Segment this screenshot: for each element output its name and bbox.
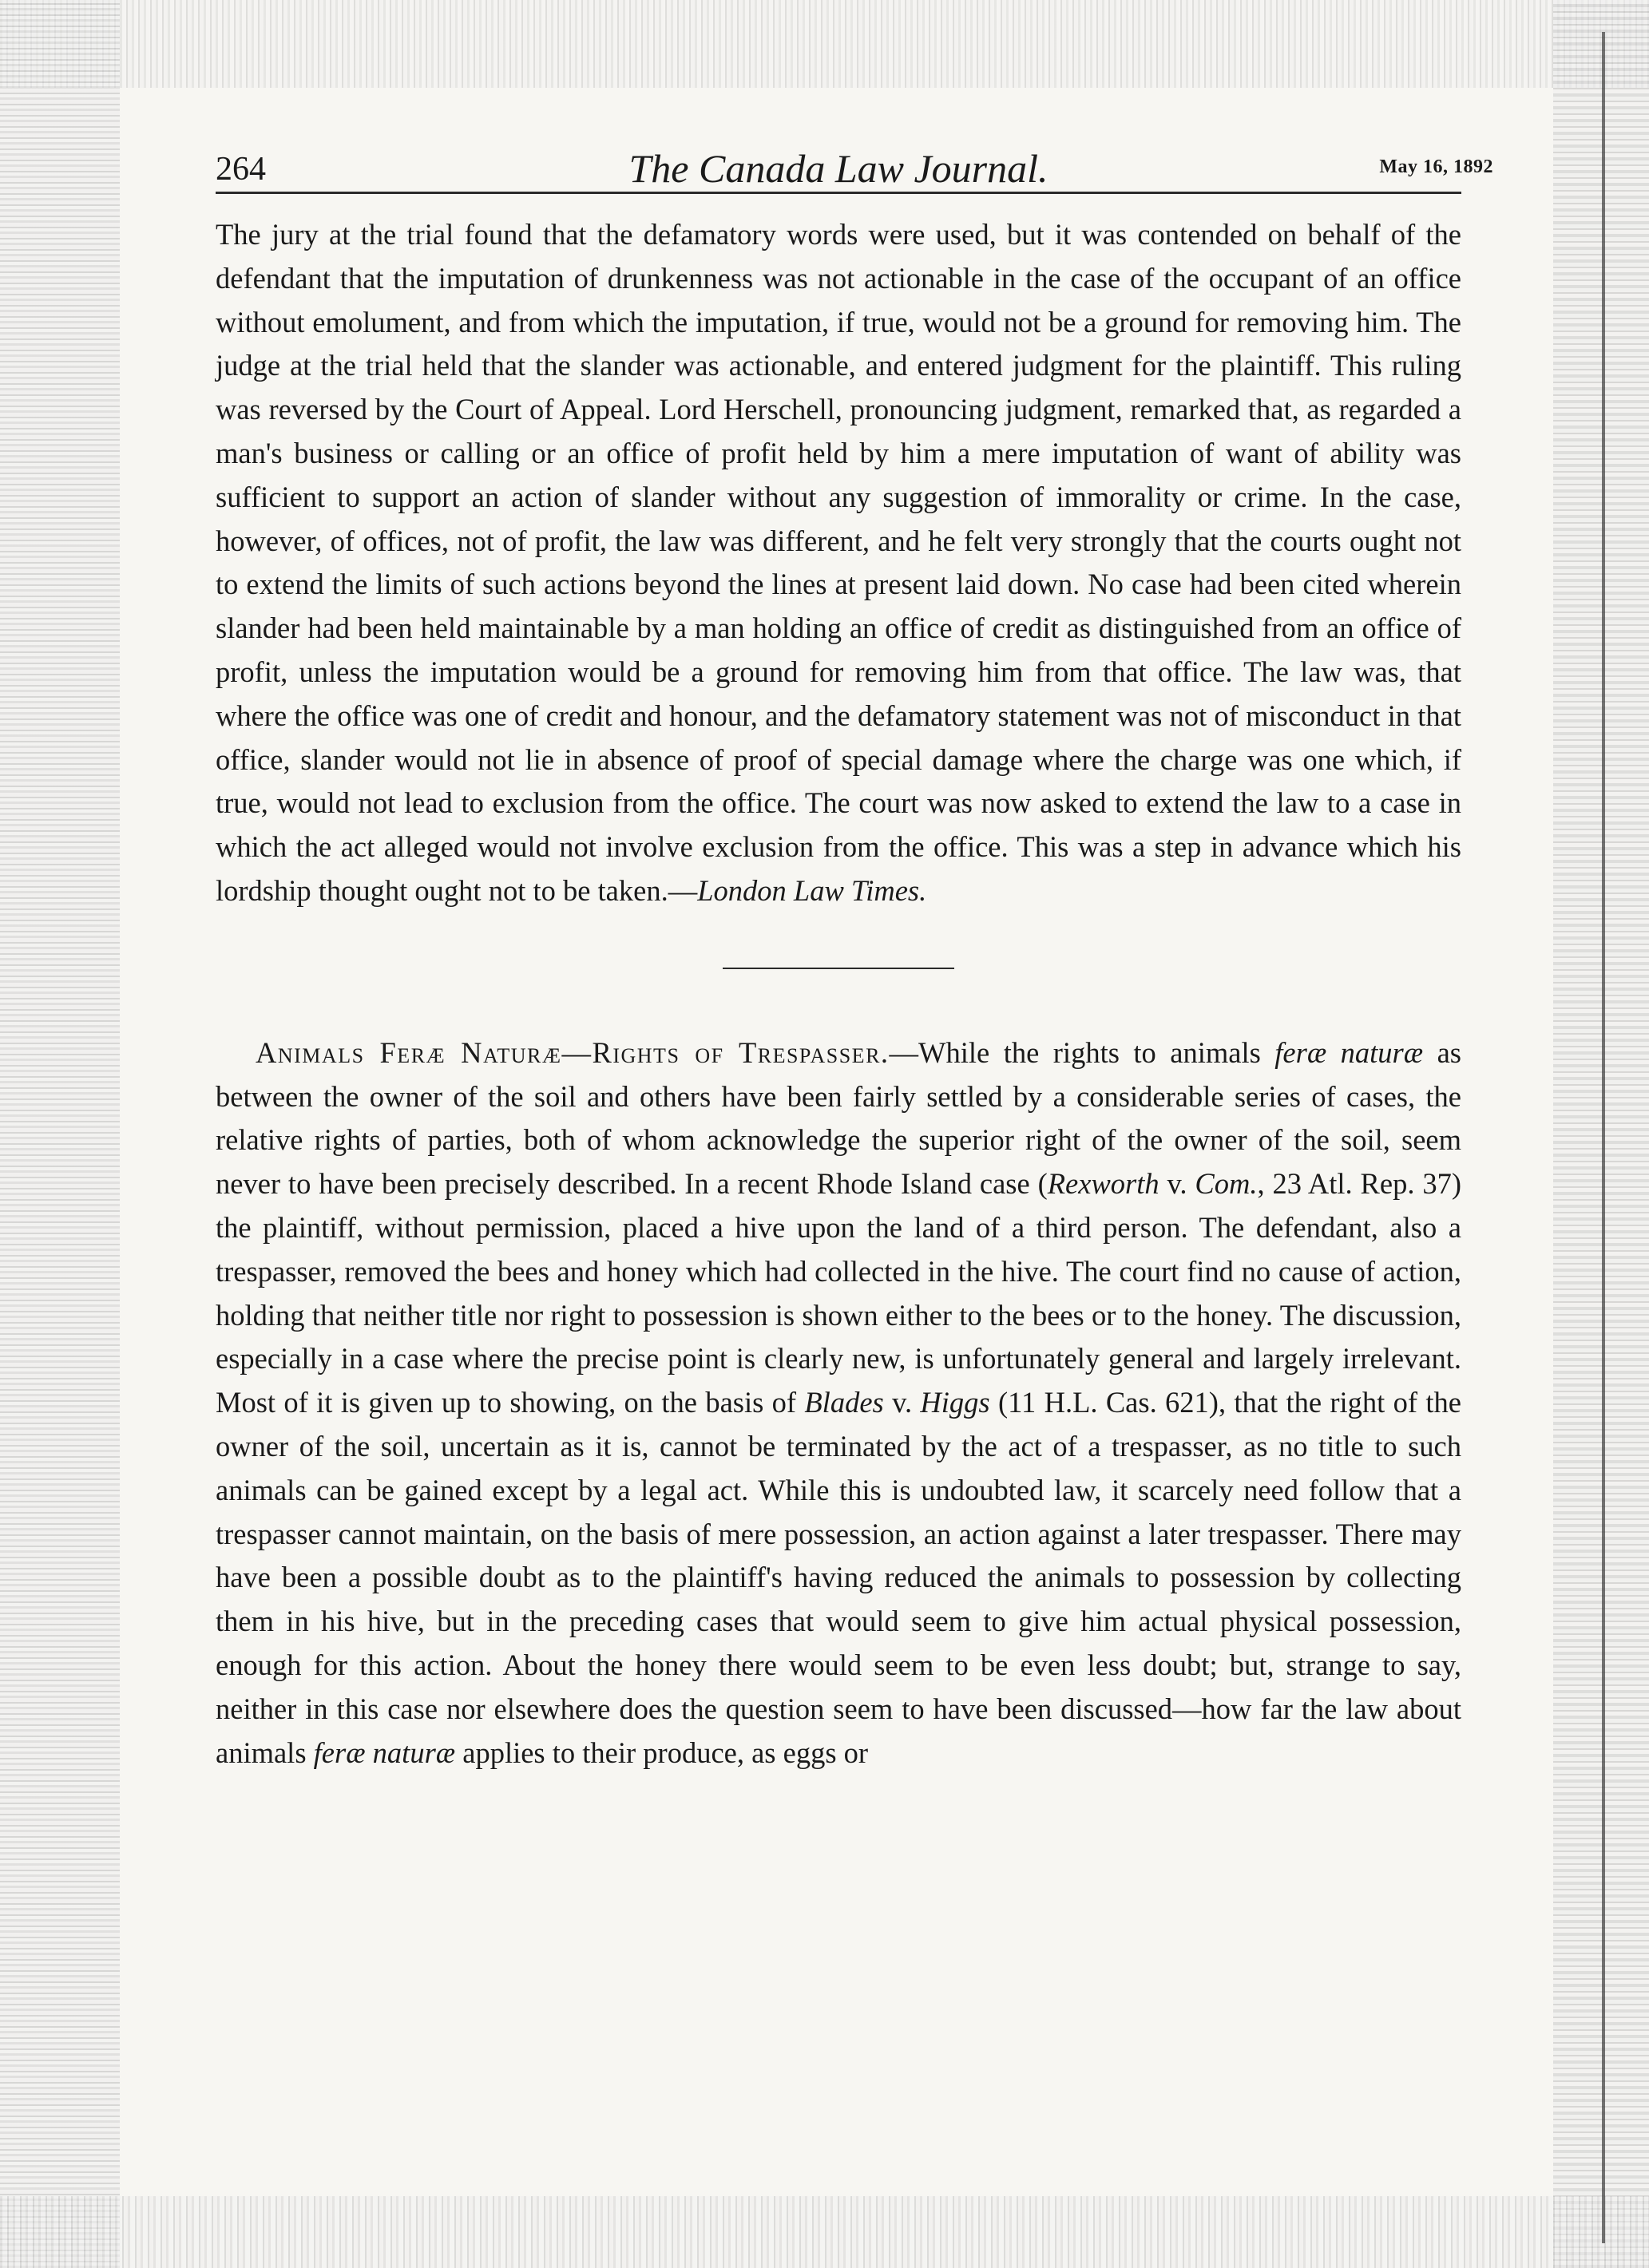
article-2-paragraph — [216, 1031, 1461, 1775]
scan-edge-right — [1553, 0, 1649, 2268]
article-2-text: , 23 Atl. Rep. 37) the plaintiff, without permission, placed a hive upon the land of a third person. The defendant, also a trespasser, removed the bees and honey which had collected in the hive. The court find no cause of action, holding that neither title nor right to possession is shown either to the bees or to the honey. The discussion, especially in a case where the precise point is clearly new, is unfortunately general and largely irrelevant. Most of it is given up to showing, on the basis of — [216, 1167, 1461, 1419]
document-page — [216, 136, 1493, 1775]
page-edge-rule — [1602, 32, 1605, 2243]
scan-edge-left — [0, 0, 120, 2268]
scan-edge-bottom — [0, 2196, 1649, 2268]
case-name-party: Higgs — [920, 1386, 990, 1419]
article-2-text: applies to their produce, as eggs or — [455, 1736, 869, 1769]
article-1-source: London Law Times. — [697, 873, 927, 907]
article-2-latin-term: feræ naturæ — [313, 1736, 456, 1769]
case-name-party: Rexworth — [1047, 1167, 1159, 1201]
case-name-party: Com. — [1195, 1167, 1258, 1201]
page-number: 264 — [216, 151, 266, 188]
case-name-party: Blades — [804, 1386, 884, 1419]
article-1-paragraph — [216, 213, 1461, 913]
journal-title: The Canada Law Journal. — [628, 146, 1048, 191]
article-2-text: (11 H.L. Cas. 621), that the right of the owner of the soil, uncertain as it is, cannot be terminated by the act of a trespasser, as no title to such animals can be gained except by a legal act. While this is undoubted law, it scarcely need follow that a trespasser cannot maintain, on the basis of mere possession, an action against a later trespasser. There may have been a possible doubt as to the plaintiff's having reduced the animals to possession by collecting them in his hive, but in the preceding cases that would seem to give him actual physical possession, enough for this action. About the honey there would seem to be even less doubt; but, strange to say, neither in this case nor elsewhere does the question seem to have been discussed—how far the law about animals — [216, 1386, 1461, 1769]
issue-date: May 16, 1892 — [1379, 156, 1493, 177]
running-header — [216, 136, 1493, 194]
article-2-heading: Animals Feræ Naturæ—Rights of Trespasser. — [256, 1035, 890, 1069]
article-2-text: as between the owner of the soil and others have been fairly settled by a considerable series of cases, the relative rights of parties, both of whom acknowledge the superior right of the owner of the soil, seem never to have been precisely described. In a recent Rhode Island case ( — [216, 1035, 1461, 1201]
article-1-text: The jury at the trial found that the defamatory words were used, but it was contended on behalf of the defendant that the imputation of drunkenness was not actionable in the case of the occupant of an office without emolument, and from which the imputation, if true, would not be a ground for removing him. The judge at the trial held that the slander was actionable, and entered judgment for the plaintiff. This ruling was reversed by the Court of Appeal. Lord Herschell, pronouncing judgment, remarked that, as regarded a man's business or calling or an office of profit held by him a mere imputation of want of ability was sufficient to support an action of slander without any suggestion of immorality or crime. In the case, however, of offices, not of profit, the law was different, and he felt very strongly that the courts ought not to extend the limits of such actions beyond the lines at present laid down. No case had been cited wherein slander had been held maintainable by a man holding an office of credit as distinguished from an office of profit, unless the imputation would be a ground for removing him from that office. The law was, that where the office was one of credit and honour, and the defamatory statement was not of misconduct in that office, slander would not lie in absence of proof of special damage where the charge was one which, if true, would not lead to exclusion from the office. The court was now asked to extend the law to a case in which the act alleged would not involve exclusion from the office. This was a step in advance which his lordship thought ought not to be taken.— — [216, 218, 1461, 907]
section-divider — [723, 968, 954, 969]
article-2-text: —While the rights to animals — [889, 1035, 1275, 1069]
article-2-text: v. — [883, 1386, 921, 1419]
article-2-latin-term: feræ naturæ — [1274, 1035, 1424, 1069]
scan-edge-top — [0, 0, 1649, 88]
article-2-text: v. — [1159, 1167, 1195, 1201]
